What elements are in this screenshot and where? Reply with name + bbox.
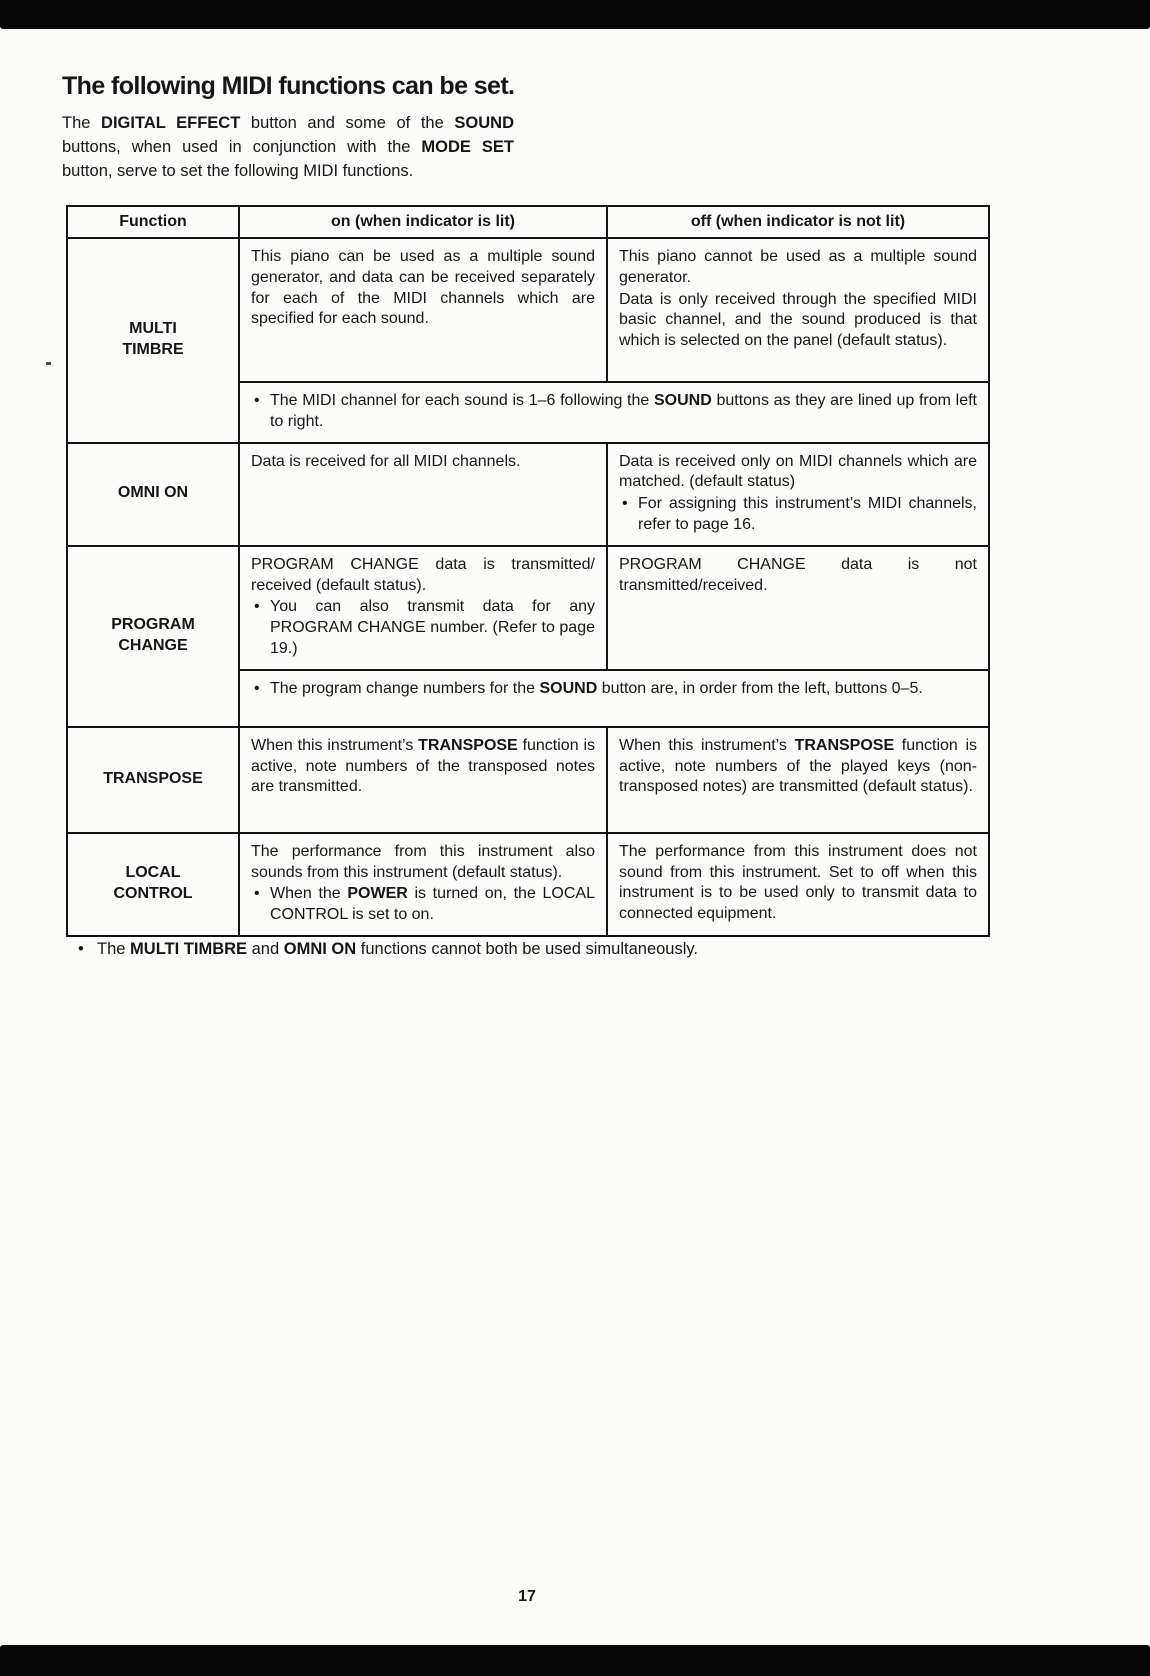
paragraph (619, 452, 977, 494)
text: The program change numbers for the (270, 679, 540, 697)
function-cell: TRANSPOSE (67, 727, 239, 833)
paragraph (619, 290, 977, 352)
text: The MIDI channel for each sound is 1–6 following the (270, 392, 654, 409)
on-cell (239, 727, 607, 833)
text: When this instrument’s (619, 736, 795, 754)
col-header-function: Function (67, 206, 239, 238)
text: This piano can be used as a multiple sound generator, and data can be received separately for each of the MIDI channels which are specified for each sound. (251, 248, 595, 328)
off-cell (607, 546, 989, 670)
off-cell (607, 238, 989, 382)
paragraph (619, 555, 977, 597)
bullet-item (251, 391, 977, 433)
intro-paragraph (62, 112, 514, 183)
bold-text: SOUND (539, 679, 598, 697)
bold-text: POWER (347, 885, 408, 903)
table-row (67, 546, 989, 670)
text: button, serve to set the following MIDI functions. (62, 161, 414, 180)
footnote (78, 940, 818, 959)
function-cell: MULTI TIMBRE (67, 238, 239, 443)
paragraph (251, 842, 595, 884)
text: When this instrument’s (251, 736, 419, 754)
text: The (62, 114, 102, 132)
text: The (97, 940, 131, 958)
on-cell (239, 546, 607, 670)
text: and (247, 940, 284, 958)
paragraph (619, 842, 977, 925)
scan-edge-bottom (0, 1645, 1150, 1676)
function-cell: OMNI ON (67, 443, 239, 546)
function-cell: LOCAL CONTROL (67, 833, 239, 936)
bold-text: OMNI ON (283, 940, 357, 958)
text: Data is received for all MIDI channels. (251, 452, 521, 470)
paragraph (251, 736, 595, 798)
paragraph (251, 247, 595, 330)
text: Data is received only on MIDI channels which are matched. (default status) (619, 452, 977, 491)
text: buttons as they are lined up from left to right. (270, 392, 977, 430)
paragraph (619, 247, 977, 289)
bold-text: SOUND (454, 114, 514, 132)
paragraph (251, 555, 595, 597)
bold-text: MULTI TIMBRE (130, 940, 248, 958)
text: PROGRAM CHANGE data is not transmitted/received. (619, 555, 977, 594)
text: Data is only received through the specified MIDI basic channel, and the sound produced is that which is selected on the panel (default status). (619, 290, 977, 350)
text: button and some of the (240, 114, 455, 132)
bold-text: MODE SET (421, 137, 514, 156)
bullet-icon: • (254, 885, 260, 903)
text: functions cannot both be used simultaneously. (356, 940, 698, 958)
table-row (67, 833, 989, 936)
note-cell (239, 382, 989, 443)
scan-edge-top (0, 0, 1150, 29)
text: For assigning this instrument’s MIDI channels, refer to page 16. (638, 495, 977, 533)
text: The performance from this instrument also sounds from this instrument (default status). (251, 842, 595, 881)
bold-text: TRANSPOSE (418, 736, 518, 754)
on-cell (239, 833, 607, 936)
footnote-text (97, 940, 698, 958)
text: The performance from this instrument does not sound from this instrument. Set to off when this instrument is to be used only to transmit data to connected equipment. (619, 842, 977, 923)
bullet-icon: • (254, 679, 260, 697)
bullet-icon: • (622, 495, 628, 513)
table-row (67, 238, 989, 382)
bold-text: SOUND (654, 392, 712, 409)
bullet-icon: • (254, 392, 260, 409)
off-cell (607, 443, 989, 546)
text: PROGRAM CHANGE data is transmitted/ received (default status). (251, 555, 595, 594)
table-body (67, 238, 989, 936)
bold-text: TRANSPOSE (794, 736, 895, 754)
paragraph (251, 452, 595, 473)
text: buttons, when used in conjunction with the (62, 137, 422, 156)
bold-text: DIGITAL EFFECT (101, 114, 241, 132)
bullet-item (251, 679, 977, 700)
text: function is active, note numbers of the played keys (non-transposed notes) are transmitted (default status). (619, 736, 977, 796)
scan-artifact (46, 362, 51, 365)
paragraph (619, 736, 977, 798)
bullet-item (619, 494, 977, 536)
text: button are, in order from the left, buttons 0–5. (597, 679, 923, 697)
bullet-item (251, 884, 595, 926)
bullet-item (251, 597, 595, 659)
col-header-off: off (when indicator is not lit) (607, 206, 989, 238)
bullet-icon: • (78, 940, 84, 958)
function-cell: PROGRAM CHANGE (67, 546, 239, 727)
table-row (67, 443, 989, 546)
page-title: The following MIDI functions can be set. (62, 72, 515, 100)
text: function is active, note numbers of the transposed notes are transmitted. (251, 736, 595, 796)
midi-functions-table (66, 205, 990, 937)
page-number: 17 (518, 1588, 536, 1605)
text: is turned on, the LOCAL CONTROL is set to on. (270, 885, 595, 924)
text: This piano cannot be used as a multiple sound generator. (619, 248, 977, 286)
off-cell (607, 833, 989, 936)
note-cell (239, 670, 989, 727)
bullet-icon: • (254, 598, 260, 616)
on-cell (239, 238, 607, 382)
col-header-on: on (when indicator is lit) (239, 206, 607, 238)
text: When the (270, 885, 348, 903)
text: You can also transmit data for any PROGRAM CHANGE number. (Refer to page 19.) (270, 598, 595, 657)
off-cell (607, 727, 989, 833)
table-header-row (67, 206, 989, 238)
table-row (67, 727, 989, 833)
on-cell (239, 443, 607, 546)
